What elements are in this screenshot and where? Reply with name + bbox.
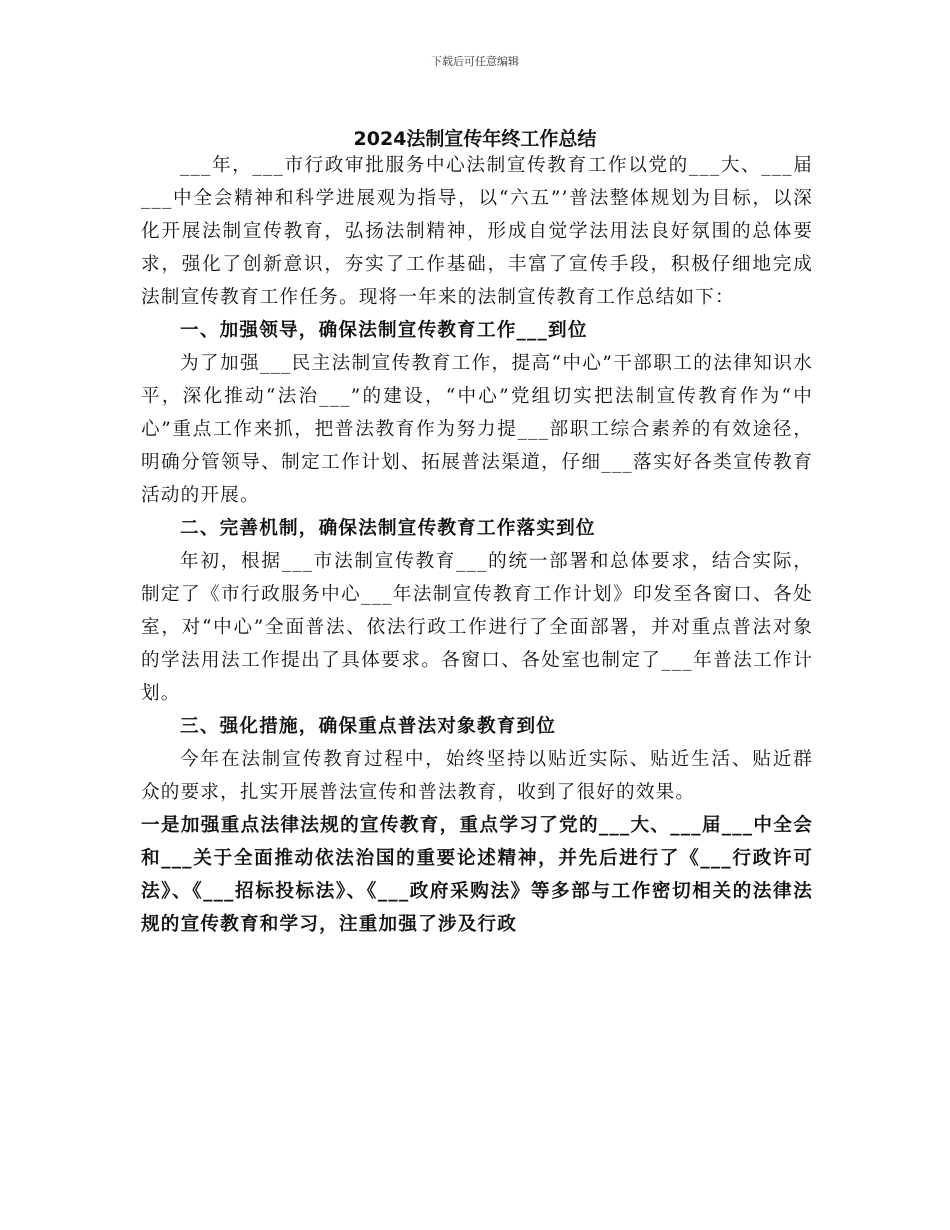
document-title: 2024法制宣传年终工作总结 [353, 128, 597, 150]
paragraph-section-3-bold: 一是加强重点法律法规的宣传教育，重点学习了党的___大、___届___中全会和___关于全面推动依法治国的重要论述精神，并先后进行了《___行政许可法》、《___招标投标法》、《___政府采购法》等多部与工作密切相关的法律法规的宣传教育和学习，注重加强了涉及行政 [141, 815, 813, 935]
header-note: 下载后可任意编辑 [431, 55, 519, 68]
section-heading-2: 二、完善机制，确保法制宣传教育工作落实到位 [180, 518, 596, 539]
paragraph-intro: ___年，___市行政审批服务中心法制宣传教育工作以党的___大、___届___中全会精神和科学进展观为指导，以“六五”’普法整体规划为目标，以深化开展法制宣传教育，弘扬法制精神，形成自觉学法用法良好氛围的总体要求，强化了创新意识，夯实了工作基础，丰富了宣传手段，积极仔细地完成法制宣传教育工作任务。现将一年来的法制宣传教育工作总结如下： [141, 155, 813, 308]
section-heading-1: 一、加强领导，确保法制宣传教育工作___到位 [180, 320, 588, 341]
document-body [141, 149, 813, 941]
paragraph-section-2: 年初，根据___市法制宣传教育___的统一部署和总体要求，结合实际，制定了《市行政服务中心___年法制宣传教育工作计划》印发至各窗口、各处室，对“中心”全面普法、依法行政工作进行了全面部署，并对重点普法对象的学法用法工作提出了具体要求。各窗口、各处室也制定了___年普法工作计划。 [141, 551, 813, 704]
paragraph-section-3: 今年在法制宣传教育过程中，始终坚持以贴近实际、贴近生活、贴近群众的要求，扎实开展普法宣传和普法教育，收到了很好的效果。 [141, 749, 813, 803]
paragraph-section-1: 为了加强___民主法制宣传教育工作，提高“中心”干部职工的法律知识水平，深化推动“法治___”的建设，“中心”党组切实把法制宣传教育作为“中心”重点工作来抓，把普法教育作为努力提___部职工综合素养的有效途径，明确分管领导、制定工作计划、拓展普法渠道，仔细___落实好各类宣传教育活动的开展。 [141, 353, 813, 506]
section-heading-3: 三、强化措施，确保重点普法对象教育到位 [180, 716, 557, 737]
